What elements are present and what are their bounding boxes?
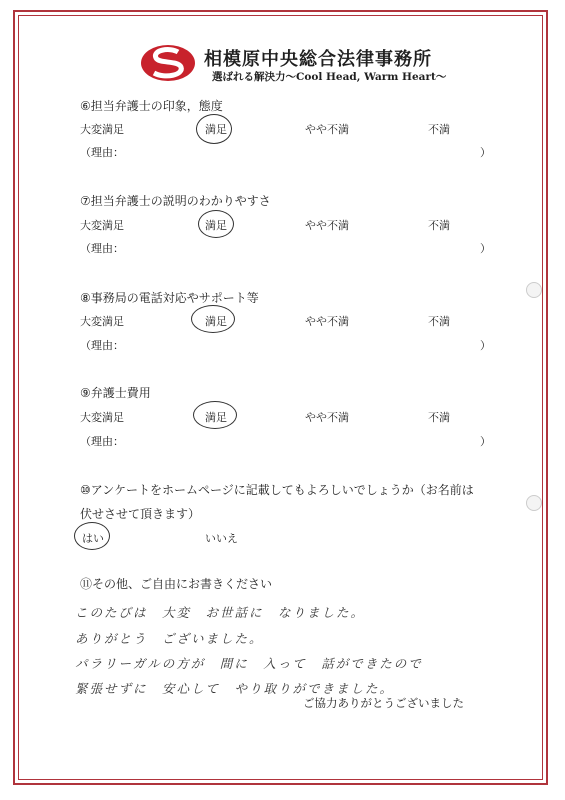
answer-circle	[193, 401, 237, 429]
reason-label: （理由：	[80, 146, 124, 159]
option-very-satisfied: 大変満足	[80, 315, 124, 328]
reason-close: ）	[480, 339, 491, 352]
firm-name: 相模原中央総合法律事務所	[204, 49, 432, 70]
question-11-title: ⑪その他、ご自由にお書きください	[80, 577, 273, 591]
option-dissatisfied: 不満	[428, 123, 450, 136]
option-yes: はい	[82, 532, 104, 545]
option-somewhat-dissatisfied: やや不満	[305, 411, 349, 424]
question-10-line1: ⑩アンケートをホームページに記載してもよろしいでしょうか（お名前は	[80, 483, 474, 497]
option-satisfied: 満足	[205, 315, 227, 328]
handwritten-line: 緊張せずに 安心して やり取りができました。	[75, 681, 395, 696]
firm-slogan: 選ばれる解決力〜Cool Head, Warm Heart〜	[212, 71, 447, 83]
option-very-satisfied: 大変満足	[80, 219, 124, 232]
firm-logo-icon	[140, 43, 200, 83]
option-somewhat-dissatisfied: やや不満	[305, 219, 349, 232]
reason-label: （理由：	[80, 242, 124, 255]
reason-label: （理由：	[80, 339, 124, 352]
reason-close: ）	[480, 435, 491, 448]
option-dissatisfied: 不満	[428, 315, 450, 328]
reason-close: ）	[480, 242, 491, 255]
reason-close: ）	[480, 146, 491, 159]
handwritten-line: ありがとう ございました。	[75, 631, 264, 646]
punch-hole	[526, 495, 542, 511]
option-dissatisfied: 不満	[428, 219, 450, 232]
question-10-line2: 伏せさせて頂きます）	[80, 507, 201, 521]
thanks-text: ご協力ありがとうございました	[303, 696, 464, 710]
reason-label: （理由：	[80, 435, 124, 448]
option-very-satisfied: 大変満足	[80, 411, 124, 424]
option-satisfied: 満足	[205, 411, 227, 424]
handwritten-line: パラリーガルの方が 間に 入って 話ができたので	[75, 656, 423, 671]
question-6-title: ⑥担当弁護士の印象，態度	[80, 99, 223, 113]
punch-hole	[526, 282, 542, 298]
question-8-title: ⑧事務局の電話対応やサポート等	[80, 291, 259, 305]
option-somewhat-dissatisfied: やや不満	[305, 123, 349, 136]
answer-circle	[191, 305, 235, 333]
option-satisfied: 満足	[205, 219, 227, 232]
letterhead	[140, 43, 447, 87]
option-no: いいえ	[205, 532, 238, 545]
answer-circle	[74, 522, 110, 550]
handwritten-line: このたびは 大変 お世話に なりました。	[75, 605, 366, 620]
option-satisfied: 満足	[205, 123, 227, 136]
answer-circle	[198, 210, 234, 238]
option-very-satisfied: 大変満足	[80, 123, 124, 136]
option-somewhat-dissatisfied: やや不満	[305, 315, 349, 328]
option-dissatisfied: 不満	[428, 411, 450, 424]
question-7-title: ⑦担当弁護士の説明のわかりやすさ	[80, 194, 271, 208]
answer-circle	[196, 114, 232, 144]
question-9-title: ⑨弁護士費用	[80, 386, 151, 400]
